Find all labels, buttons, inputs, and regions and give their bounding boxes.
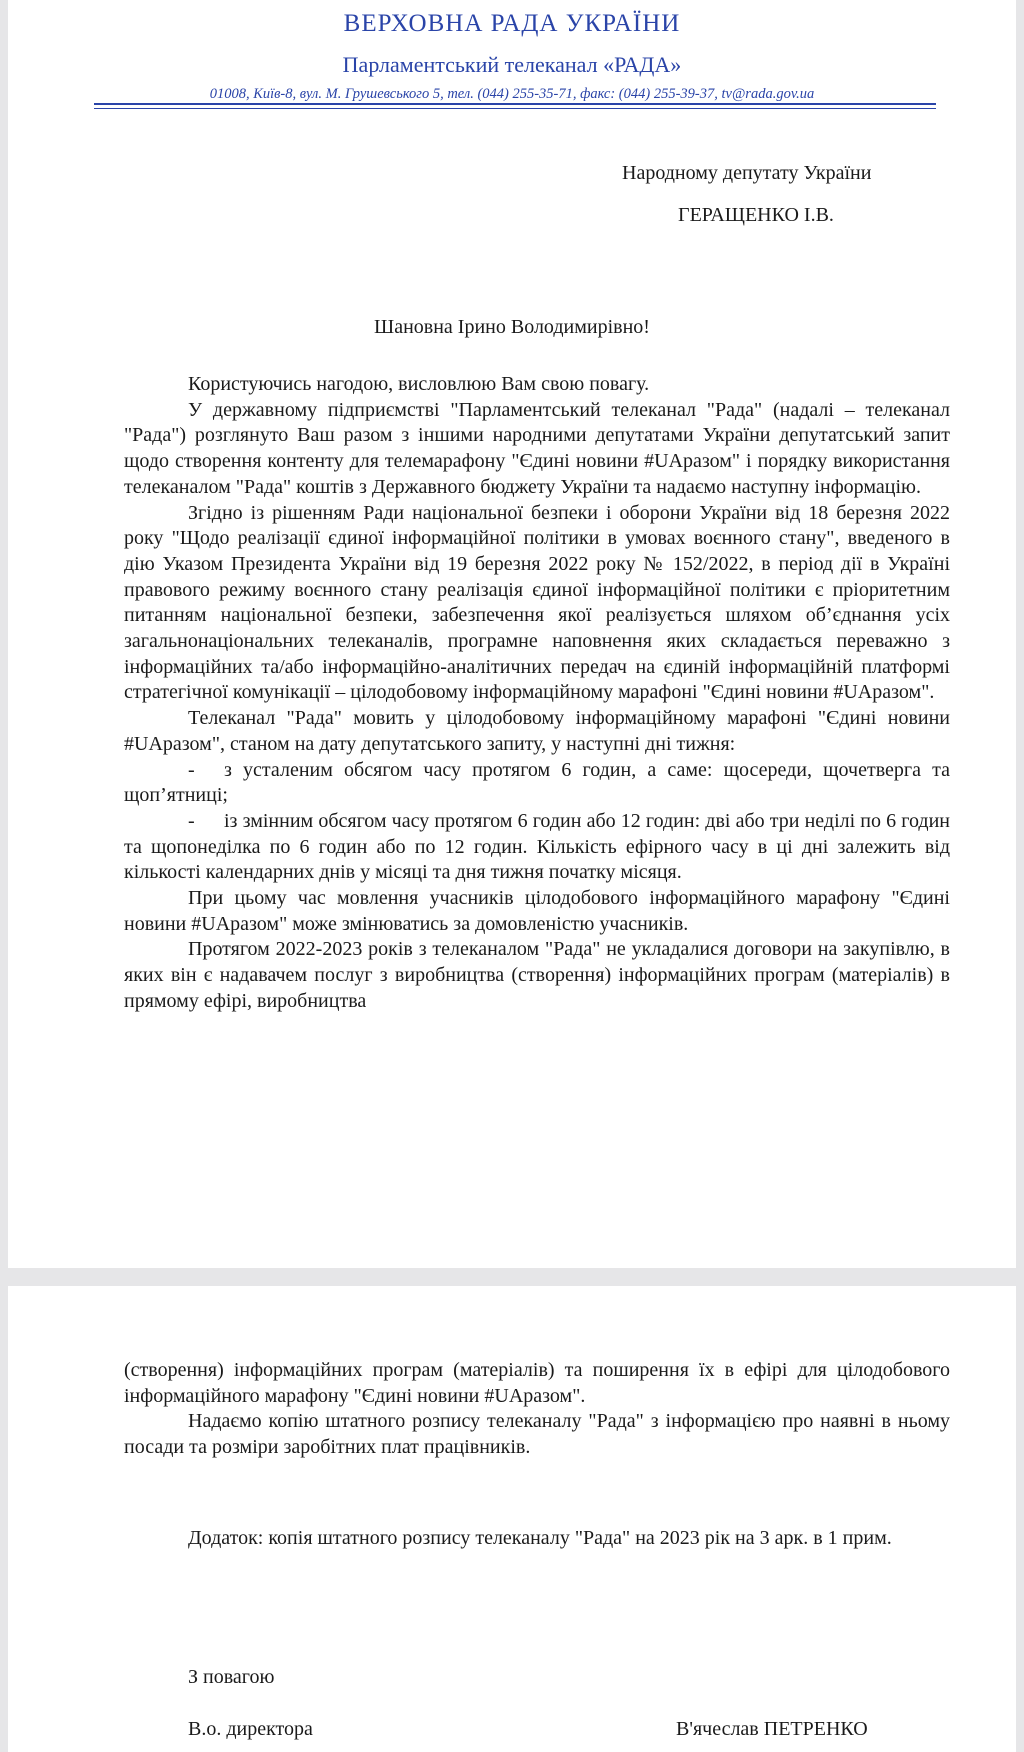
letter-body-page-2 <box>124 1358 950 1461</box>
paragraph: У державному підприємстві "Парламентський телеканал "Рада" (надалі – телеканал "Рада") розглянуто Ваш разом з іншими народними депутатами України депутатський запит щодо створення контенту для телемарафону "Єдині новини #UAразом" і порядку використання телеканалом "Рада" коштів з Державного бюджету України та надаємо наступну інформацію. <box>124 398 950 498</box>
addressee-line-1: Народному депутату України <box>622 162 872 184</box>
attachment-note <box>124 1526 950 1552</box>
paragraph: (створення) інформаційних програм (матеріалів) та поширення їх в ефірі для цілодобового інформаційного марафону "Єдині новини #UAразом". <box>124 1359 950 1407</box>
letterhead-channel: Парламентський телеканал «РАДА» <box>342 52 682 77</box>
salutation: Шановна Ірино Володимирівно! <box>374 316 650 338</box>
letterhead-rule-thin <box>94 108 936 109</box>
list-dash: - <box>188 809 195 832</box>
paragraph: Телеканал "Рада" мовить у цілодобовому інформаційному марафоні "Єдині новини #UAразом", станом на дату депутатського запиту, у наступні дні тижня: <box>124 707 950 755</box>
list-dash: - <box>188 758 195 781</box>
attachment-text: Додаток: копія штатного розпису телеканалу "Рада" на 2023 рік на 3 арк. в 1 прим. <box>188 1527 892 1549</box>
list-item <box>124 758 950 809</box>
paragraph: При цьому час мовлення учасників цілодобового інформаційного марафону "Єдині новини #UAразом" може змінюватись за домовленістю учасників. <box>124 887 950 935</box>
signer-name: В'ячеслав ПЕТРЕНКО <box>676 1718 868 1740</box>
paragraph: Протягом 2022-2023 років з телеканалом "Рада" не укладалися договори на закупівлю, в яких він є надавачем послуг з виробництва (створення) інформаційних програм (матеріалів) в прямому ефірі, виробництва <box>124 938 950 1012</box>
list-item-text: з усталеним обсягом часу протягом 6 годин, а саме: щосереди, щочетверга та щоп’ятниці; <box>124 758 950 807</box>
signer-title: В.о. директора <box>188 1718 313 1740</box>
paragraph: Надаємо копію штатного розпису телеканалу "Рада" з інформацією про наявні в ньому посади та розміри заробітних плат працівників. <box>124 1410 950 1459</box>
paragraph: Користуючись нагодою, висловлюю Вам свою повагу. <box>188 373 650 395</box>
addressee-name: ГЕРАЩЕНКО І.В. <box>678 204 834 226</box>
letterhead-rule <box>94 103 936 105</box>
paragraph: Згідно із рішенням Ради національної безпеки і оборони України від 18 березня 2022 року "Щодо реалізації єдиної інформаційної політики в умовах воєнного стану", введеного в дію Указом Президента України від 19 березня 2022 року № 152/2022, в період дії в Україні правового режиму воєнного стану реалізація єдиної інформаційної політики є пріоритетним питанням національної безпеки, забезпечення якої реалізується шляхом об’єднання усіх загальнонаціональних телеканалів, програмне наповнення яких складається переважно з інформаційних та/або інформаційно-аналітичних передач на єдиній інформаційній платформі стратегічної комунікації – цілодобовому інформаційному марафоні "Єдині новини #UAразом". <box>124 501 950 704</box>
letterhead-address: 01008, Київ-8, вул. М. Грушевського 5, тел. (044) 255-35-71, факс: (044) 255-39-37, tv@rada.gov.ua <box>209 86 815 102</box>
document-page-1 <box>8 0 1016 1268</box>
letterhead-organization: ВЕРХОВНА РАДА УКРАЇНИ <box>343 10 681 37</box>
list-item <box>124 809 950 886</box>
document-page-2 <box>8 1286 1016 1752</box>
list-item-text: із змінним обсягом часу протягом 6 годин або 12 годин: дві або три неділі по 6 годин та щопонеділка по 6 годин або по 12 годин. Кількість ефірного часу в ці дні залежить від кількості календарних днів у місяці та дня тижня початку місяця. <box>124 809 950 884</box>
closing: З повагою <box>188 1666 275 1688</box>
letter-body-page-1 <box>124 372 950 1015</box>
